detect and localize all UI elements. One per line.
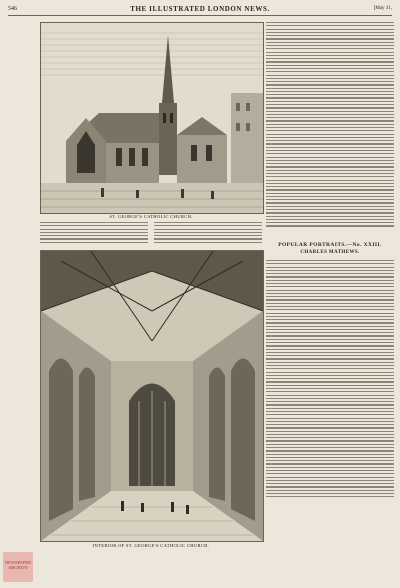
issue-date: [May 31, — [373, 6, 392, 11]
right-column-text-top — [266, 22, 394, 229]
stamp-line-1: NEWSPAPER — [4, 560, 32, 565]
church-exterior-engraving — [40, 22, 264, 214]
left-text-block — [40, 222, 148, 245]
header-rule — [8, 15, 392, 16]
masthead: THE ILLUSTRATED LONDON NEWS. — [130, 5, 270, 13]
middle-text-block — [154, 222, 262, 245]
page-number: 546 — [8, 6, 17, 12]
church-interior-engraving — [40, 250, 264, 542]
right-column-text-bottom — [266, 260, 394, 500]
archive-stamp — [3, 552, 33, 582]
bottom-figure-caption: INTERIOR OF ST. GEORGE'S CATHOLIC CHURCH. — [92, 543, 210, 548]
section-heading: POPULAR PORTRAITS.—No. XXIII. — [278, 242, 382, 248]
section-subheading: CHARLES MATHEWS. — [300, 250, 360, 255]
stamp-line-2: ARCHIVE — [8, 565, 28, 571]
top-figure-caption: ST. GEORGE'S CATHOLIC CHURCH. — [109, 214, 193, 219]
